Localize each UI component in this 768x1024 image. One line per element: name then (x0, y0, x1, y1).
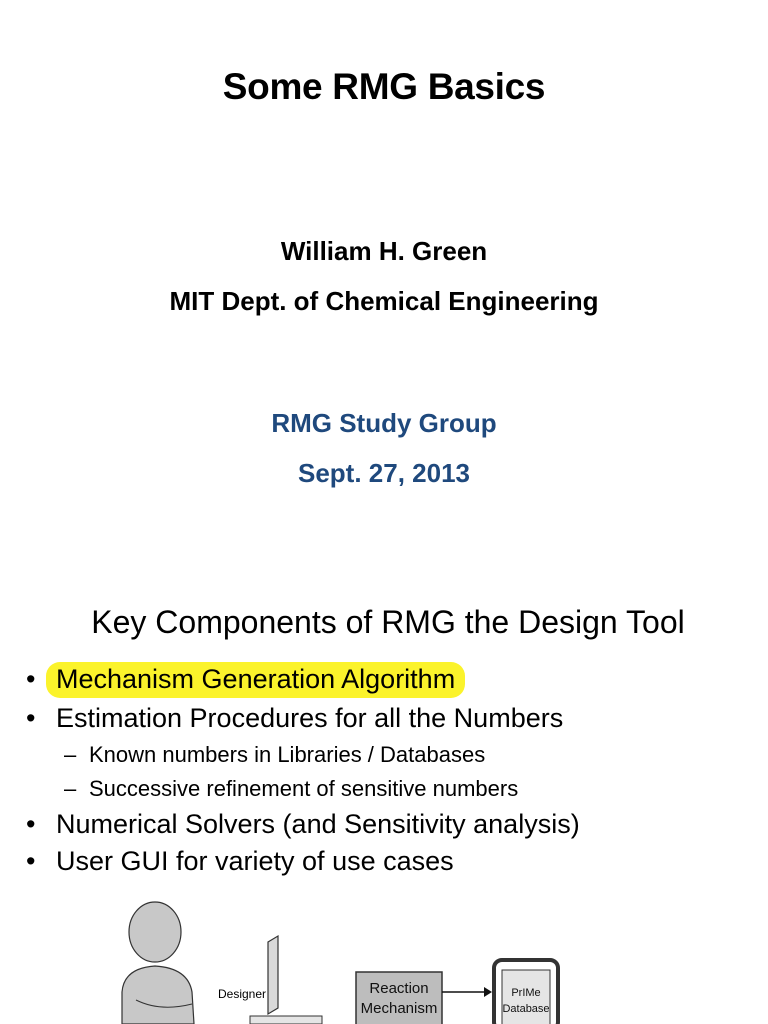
designer-person-icon (122, 902, 194, 1024)
sub-bullet-text: Known numbers in Libraries / Databases (89, 742, 486, 767)
sub-bullet-item (64, 742, 485, 768)
event-name: RMG Study Group (271, 408, 497, 438)
bullet-text: Estimation Procedures for all the Numbers (56, 703, 564, 733)
bullet-text: Numerical Solvers (and Sensitivity analysis) (56, 809, 580, 839)
sub-bullet-symbol: – (64, 776, 77, 801)
bullet-symbol: • (26, 664, 36, 694)
bullet-symbol: • (26, 703, 36, 733)
bullet-item (26, 703, 563, 734)
sub-bullet-text: Successive refinement of sensitive numbers (89, 776, 519, 801)
highlighted-bullet-text: Mechanism Generation Algorithm (46, 662, 465, 698)
database-label-1: PrIMe (511, 987, 541, 999)
event-date: Sept. 27, 2013 (298, 458, 470, 488)
bullet-text: User GUI for variety of use cases (56, 846, 454, 876)
monitor-icon (250, 936, 322, 1024)
database-device-icon (494, 960, 558, 1024)
slide-title: Some RMG Basics (222, 66, 546, 107)
database-label-2: Database (502, 1003, 550, 1015)
author-name: William H. Green (280, 236, 488, 266)
generator-label-2: Mechanism (360, 1000, 438, 1017)
bullet-item (26, 664, 465, 695)
slide2-title: Key Components of RMG the Design Tool (91, 604, 685, 640)
sub-bullet-symbol: – (64, 742, 77, 767)
designer-label: Designer (218, 987, 267, 1001)
bullet-item (26, 846, 454, 877)
author-affiliation: MIT Dept. of Chemical Engineering (169, 286, 599, 316)
bullet-item (26, 809, 580, 840)
mechanism-generator-box (356, 972, 442, 1024)
bullet-symbol: • (26, 846, 36, 876)
rmg-workflow-diagram (100, 892, 660, 1024)
arrow-right-icon (442, 987, 492, 997)
bullet-symbol: • (26, 809, 36, 839)
sub-bullet-item (64, 776, 518, 802)
generator-label-1: Reaction (369, 980, 429, 997)
